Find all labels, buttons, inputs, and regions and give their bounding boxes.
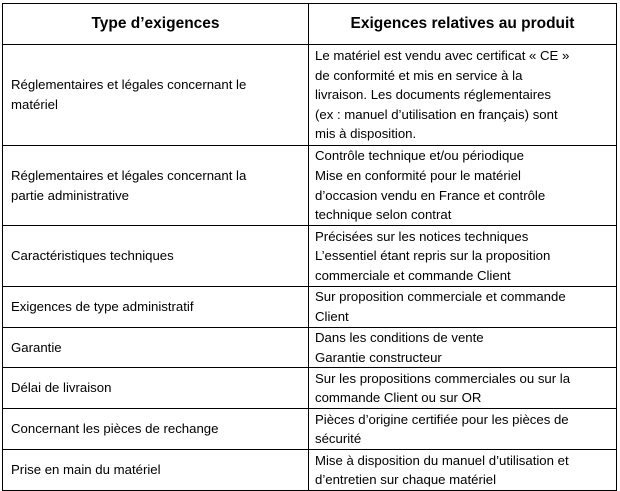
type-cell — [3, 146, 309, 226]
type-cell — [3, 409, 309, 450]
type-line: matériel — [11, 97, 58, 112]
table-row — [3, 226, 617, 287]
table-row — [3, 328, 617, 368]
exigence-line: (ex : manuel d’utilisation en français) sont — [315, 106, 558, 122]
table-row — [3, 45, 617, 146]
type-line: Caractéristiques techniques — [11, 248, 174, 264]
exigence-line: de conformité et mis en service à la — [315, 67, 523, 83]
type-cell — [3, 368, 309, 409]
exigence-line: commerciale et commande Client — [315, 267, 511, 283]
exigence-line: Sur proposition commerciale et commande — [315, 289, 566, 305]
exigence-cell — [309, 45, 617, 146]
exigence-line: technique selon contrat — [315, 207, 452, 223]
type-line: Garantie — [11, 339, 62, 355]
exigence-line: livraison. Les documents réglementaires — [315, 87, 552, 103]
table-row — [3, 368, 617, 409]
table-row — [3, 287, 617, 328]
exigence-cell — [309, 146, 617, 226]
type-cell — [3, 45, 309, 146]
header-exigences: Exigences relatives au produit — [309, 4, 617, 45]
type-line: Délai de livraison — [11, 380, 112, 396]
type-cell — [3, 226, 309, 287]
requirements-table — [2, 3, 617, 491]
type-line: Concernant les pièces de rechange — [11, 421, 219, 437]
exigence-line: Précisées sur les notices techniques — [315, 228, 529, 244]
table-row — [3, 146, 617, 226]
exigence-line: sécurité — [315, 431, 362, 447]
type-line: Réglementaires et légales concernant le — [11, 77, 247, 93]
table-row — [3, 409, 617, 450]
header-type: Type d’exigences — [3, 4, 309, 45]
type-cell — [3, 287, 309, 328]
type-line: Prise en main du matériel — [11, 462, 161, 478]
exigence-cell — [309, 287, 617, 328]
exigence-cell — [309, 226, 617, 287]
exigence-line: commande Client ou sur OR — [315, 390, 482, 406]
type-line: Réglementaires et légales concernant la — [11, 167, 247, 183]
type-line: Exigences de type administratif — [11, 299, 194, 315]
exigence-line: d’entretien sur chaque matériel — [315, 472, 497, 488]
exigence-line: Pièces d’origine certifiée pour les pièces de — [315, 411, 569, 427]
header-row — [3, 4, 617, 45]
exigence-line: Garantie constructeur — [315, 349, 442, 365]
exigence-line: Contrôle technique et/ou périodique — [315, 148, 524, 164]
exigence-cell — [309, 368, 617, 409]
exigence-line: d’occasion vendu en France et contrôle — [315, 187, 546, 203]
type-line: partie administrative — [11, 187, 130, 203]
exigence-line: Mise à disposition du manuel d’utilisation et — [315, 452, 569, 468]
exigence-line: Client — [315, 309, 349, 324]
exigence-cell — [309, 409, 617, 450]
exigence-line: mis à disposition. — [315, 126, 417, 142]
exigence-line: Le matériel est vendu avec certificat « CE » — [315, 48, 570, 64]
exigence-line: Dans les conditions de vente — [315, 330, 484, 345]
exigence-line: Mise en conformité pour le matériel — [315, 167, 521, 183]
exigence-line: L’essentiel étant repris sur la proposition — [315, 248, 551, 264]
exigence-cell — [309, 328, 617, 368]
exigence-line: Sur les propositions commerciales ou sur la — [315, 370, 571, 386]
type-cell — [3, 328, 309, 368]
